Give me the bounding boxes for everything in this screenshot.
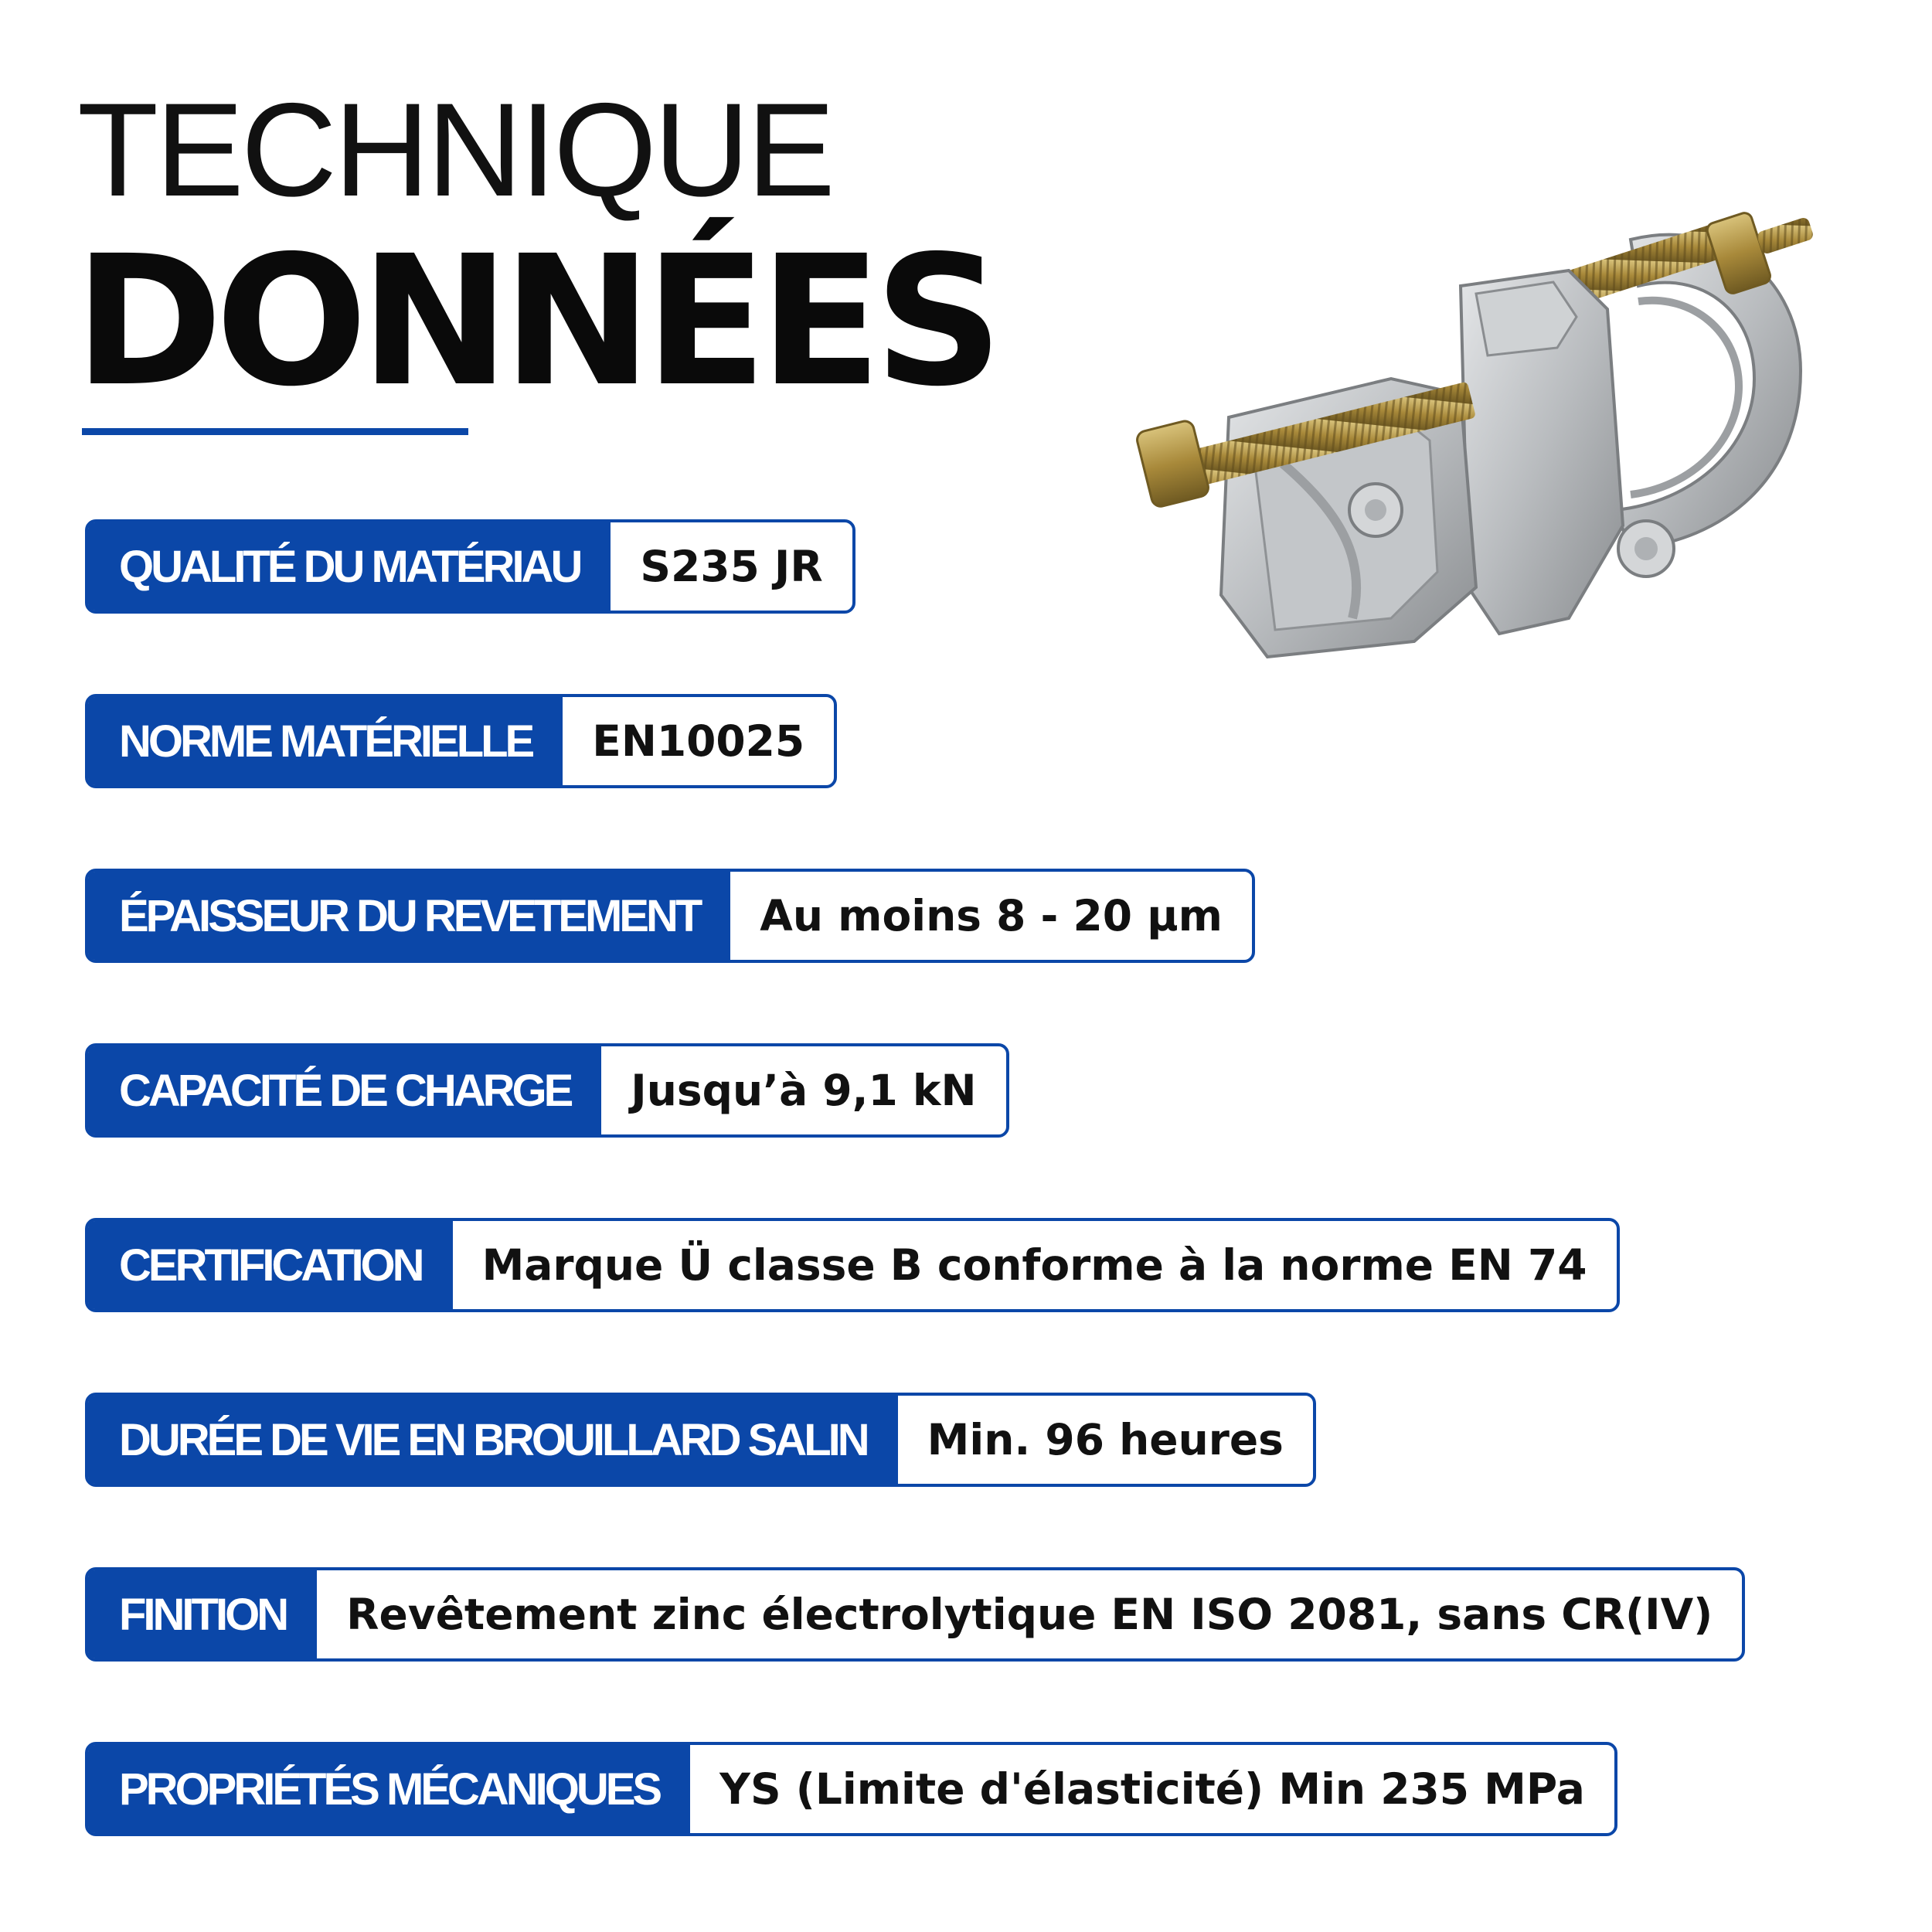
spec-value: Revêtement zinc électrolytique EN ISO 2081, sans CR(IV): [346, 1590, 1713, 1639]
spec-row-mechanical-properties: [85, 1742, 1617, 1836]
spec-label: ÉPAISSEUR DU REVETEMENT: [88, 872, 730, 960]
spec-label: FINITION: [88, 1570, 317, 1658]
spec-value: S235 JR: [640, 542, 823, 591]
spec-value: YS (Limite d'élasticité) Min 235 MPa: [719, 1764, 1585, 1814]
spec-value: Au moins 8 - 20 µm: [760, 891, 1223, 940]
spec-value: EN10025: [592, 716, 805, 766]
spec-row-material-quality: [85, 519, 855, 614]
spec-row-finish: [85, 1567, 1745, 1662]
spec-value: Min. 96 heures: [927, 1415, 1284, 1464]
spec-row-load-capacity: [85, 1043, 1009, 1138]
scaffold-swivel-coupler-image: [1136, 185, 1847, 680]
spec-value: Marque Ü classe B conforme à la norme EN 74: [481, 1240, 1587, 1290]
spec-row-coating-thickness: [85, 869, 1255, 963]
spec-label: PROPRIÉTÉS MÉCANIQUES: [88, 1745, 690, 1833]
spec-label: QUALITÉ DU MATÉRIAU: [88, 522, 611, 611]
page-title-top: TECHNIQUE: [77, 76, 832, 224]
spec-row-salt-spray-life: [85, 1393, 1316, 1487]
spec-row-material-standard: [85, 694, 837, 788]
spec-value: Jusqu’à 9,1 kN: [631, 1066, 977, 1115]
spec-label: NORME MATÉRIELLE: [88, 697, 563, 785]
spec-label: DURÉE DE VIE EN BROUILLARD SALIN: [88, 1396, 898, 1484]
spec-row-certification: [85, 1218, 1620, 1312]
title-underline: [82, 428, 468, 435]
page-title-main: DONNÉES: [74, 217, 996, 426]
spec-label: CAPACITÉ DE CHARGE: [88, 1046, 601, 1134]
spec-label: CERTIFICATION: [88, 1221, 453, 1309]
